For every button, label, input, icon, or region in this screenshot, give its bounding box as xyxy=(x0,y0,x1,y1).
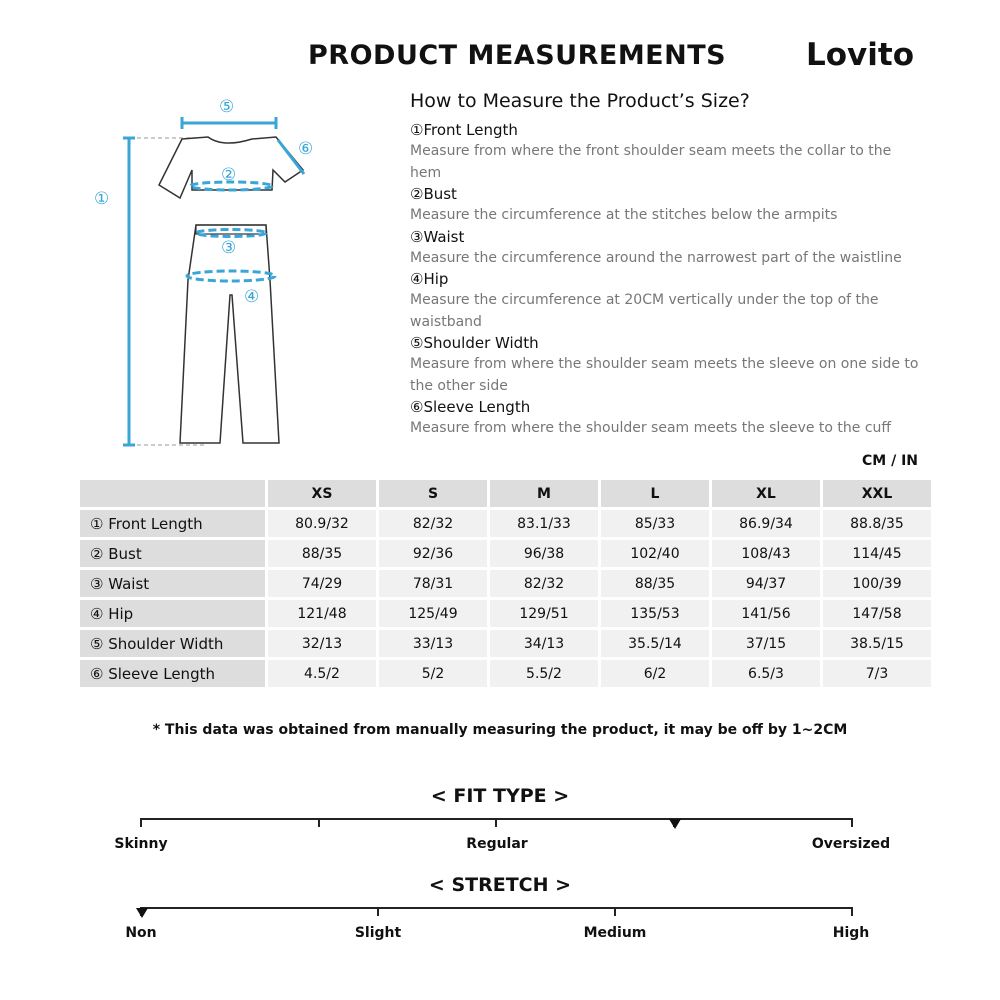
table-cell: 38.5/15 xyxy=(823,630,931,657)
fit-type-tick xyxy=(851,818,853,827)
fit-type-scale xyxy=(0,785,1000,875)
table-cell: 108/43 xyxy=(712,540,820,567)
table-cell: 37/15 xyxy=(712,630,820,657)
corner-cell xyxy=(80,480,265,507)
measure-description: Measure from where the shoulder seam meets the sleeve to the cuff xyxy=(410,420,892,436)
page-title: PRODUCT MEASUREMENTS xyxy=(308,40,727,71)
size-header: M xyxy=(490,480,598,507)
table-row xyxy=(80,600,931,627)
marker-2: ② xyxy=(221,165,237,185)
marker-4: ④ xyxy=(244,287,260,307)
measure-item xyxy=(410,397,920,440)
table-cell: 7/3 xyxy=(823,660,931,687)
table-cell: 80.9/32 xyxy=(268,510,376,537)
measure-heading: ③Waist xyxy=(410,227,465,246)
table-row xyxy=(80,540,931,567)
row-label: ⑤ Shoulder Width xyxy=(80,630,265,657)
row-label: ③ Waist xyxy=(80,570,265,597)
row-label: ① Front Length xyxy=(80,510,265,537)
table-row xyxy=(80,570,931,597)
marker-6: ⑥ xyxy=(298,139,314,159)
fit-type-label: Regular xyxy=(466,836,528,852)
measure-item xyxy=(410,269,920,333)
measure-heading: ⑥Sleeve Length xyxy=(410,398,531,416)
size-header: S xyxy=(379,480,487,507)
table-cell: 35.5/14 xyxy=(601,630,709,657)
stretch-label: High xyxy=(832,925,870,941)
fit-type-tick xyxy=(495,818,497,827)
table-cell: 114/45 xyxy=(823,540,931,567)
table-cell: 82/32 xyxy=(379,510,487,537)
table-cell: 74/29 xyxy=(268,570,376,597)
table-cell: 88/35 xyxy=(601,570,709,597)
size-header: XXL xyxy=(823,480,931,507)
table-cell: 135/53 xyxy=(601,600,709,627)
table-cell: 6.5/3 xyxy=(712,660,820,687)
table-row xyxy=(80,630,931,657)
row-label: ④ Hip xyxy=(80,600,265,627)
table-row xyxy=(80,510,931,537)
table-cell: 96/38 xyxy=(490,540,598,567)
measure-description: Measure the circumference at the stitches below the armpits xyxy=(410,207,838,223)
measurement-note: * This data was obtained from manually measuring the product, it may be off by 1~2CM xyxy=(152,722,848,738)
fit-type-tick xyxy=(318,818,320,827)
stretch-tick xyxy=(614,907,616,916)
table-cell: 121/48 xyxy=(268,600,376,627)
table-cell: 82/32 xyxy=(490,570,598,597)
table-cell: 5.5/2 xyxy=(490,660,598,687)
marker-1: ① xyxy=(94,189,110,209)
measure-item xyxy=(410,120,920,184)
table-cell: 102/40 xyxy=(601,540,709,567)
size-header-row xyxy=(80,480,931,507)
stretch-marker xyxy=(136,908,148,918)
table-cell: 129/51 xyxy=(490,600,598,627)
measure-description: Measure from where the front shoulder seam meets the collar to the hem xyxy=(410,143,892,181)
stretch-tick xyxy=(377,907,379,916)
table-cell: 85/33 xyxy=(601,510,709,537)
measure-item xyxy=(410,184,920,227)
table-cell: 86.9/34 xyxy=(712,510,820,537)
measure-heading: ②Bust xyxy=(410,185,457,203)
table-cell: 83.1/33 xyxy=(490,510,598,537)
fit-type-label: Oversized xyxy=(811,836,891,852)
table-cell: 141/56 xyxy=(712,600,820,627)
stretch-label: Non xyxy=(125,925,157,941)
stretch-label: Medium xyxy=(583,925,647,941)
fit-type-label: Skinny xyxy=(114,836,168,852)
stretch-scale xyxy=(0,874,1000,964)
measure-heading: ④Hip xyxy=(410,270,449,288)
measure-heading: ⑤Shoulder Width xyxy=(410,334,539,352)
table-cell: 147/58 xyxy=(823,600,931,627)
measure-description: Measure the circumference around the narrowest part of the waistline xyxy=(410,249,902,266)
table-cell: 94/37 xyxy=(712,570,820,597)
row-label: ② Bust xyxy=(80,540,265,567)
fit-type-marker xyxy=(669,819,681,829)
size-header: L xyxy=(601,480,709,507)
size-table xyxy=(77,477,934,690)
table-cell: 88/35 xyxy=(268,540,376,567)
stretch-line xyxy=(141,907,852,909)
table-cell: 92/36 xyxy=(379,540,487,567)
fit-type-title: < FIT TYPE > xyxy=(430,785,570,807)
table-cell: 4.5/2 xyxy=(268,660,376,687)
table-cell: 88.8/35 xyxy=(823,510,931,537)
brand-logo: Lovito xyxy=(806,37,915,73)
stretch-title: < STRETCH > xyxy=(428,874,572,896)
size-header: XS xyxy=(268,480,376,507)
measure-description: Measure the circumference at 20CM vertically under the top of the waistband xyxy=(410,292,879,330)
measure-description: Measure from where the shoulder seam meets the sleeve on one side to the other side xyxy=(410,356,919,394)
row-label: ⑥ Sleeve Length xyxy=(80,660,265,687)
stretch-tick xyxy=(851,907,853,916)
table-cell: 78/31 xyxy=(379,570,487,597)
marker-3: ③ xyxy=(221,238,237,258)
measure-heading: ①Front Length xyxy=(410,121,518,139)
measure-item xyxy=(410,333,920,397)
size-header: XL xyxy=(712,480,820,507)
table-cell: 34/13 xyxy=(490,630,598,657)
stretch-label: Slight xyxy=(354,925,402,941)
table-cell: 100/39 xyxy=(823,570,931,597)
table-row xyxy=(80,660,931,687)
table-cell: 32/13 xyxy=(268,630,376,657)
measure-item xyxy=(410,227,920,270)
table-cell: 6/2 xyxy=(601,660,709,687)
table-cell: 125/49 xyxy=(379,600,487,627)
marker-5: ⑤ xyxy=(219,97,235,117)
how-to-title: How to Measure the Product’s Size? xyxy=(410,90,750,112)
garment-diagram xyxy=(80,90,410,460)
how-to-measure xyxy=(410,90,920,440)
units-label: CM / IN xyxy=(862,453,918,469)
table-cell: 5/2 xyxy=(379,660,487,687)
fit-type-tick xyxy=(140,818,142,827)
table-cell: 33/13 xyxy=(379,630,487,657)
